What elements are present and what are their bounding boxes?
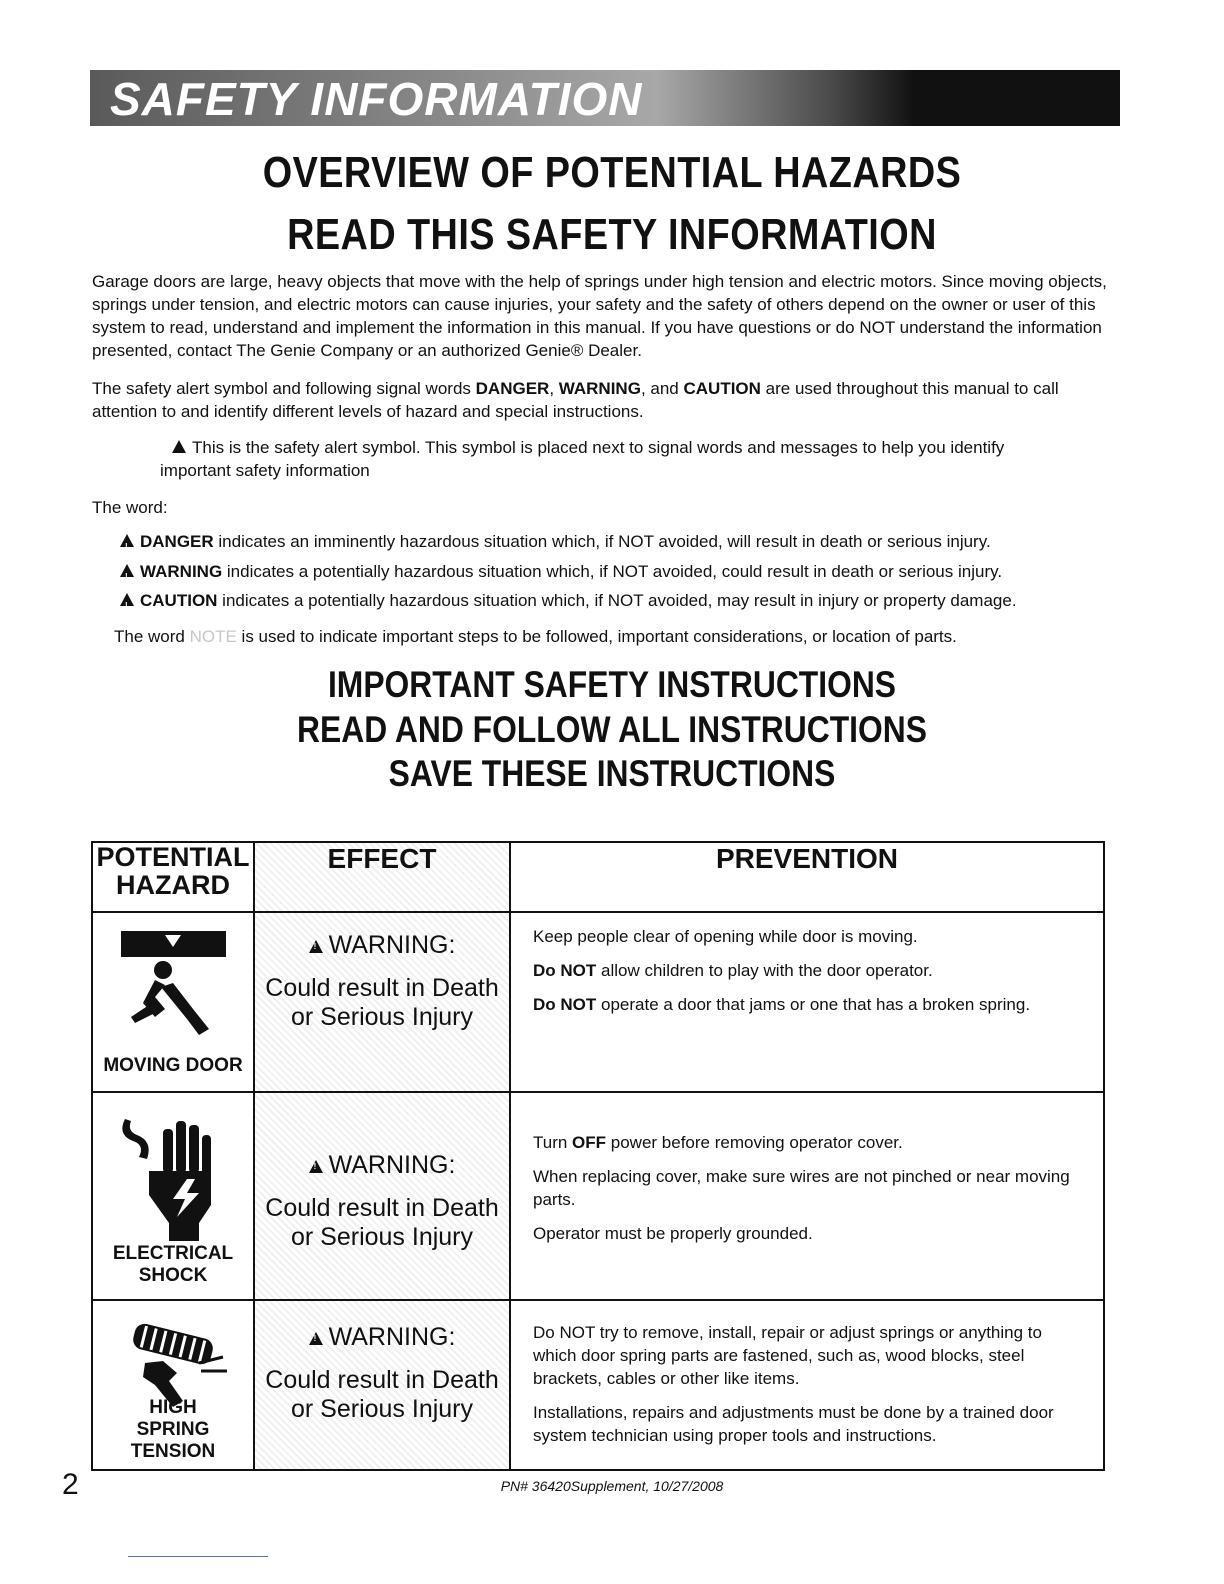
banner-title: SAFETY INFORMATION — [110, 73, 643, 125]
warning-heading — [255, 931, 509, 960]
note-line — [114, 626, 957, 648]
electrical-shock-icon — [103, 1105, 243, 1245]
hazard-label-l1: HIGH — [149, 1397, 197, 1418]
signal-word: CAUTION — [140, 591, 218, 610]
effect-line-1: Could result in Death — [265, 1194, 499, 1222]
symbol-note — [160, 436, 1060, 482]
prevention-item — [533, 993, 1081, 1016]
signal-word: WARNING — [140, 562, 223, 581]
word-danger: DANGER — [475, 379, 550, 398]
safety-alert-icon — [120, 593, 134, 606]
header-hazard-l1: POTENTIAL — [96, 842, 250, 872]
hazard-label-l2: SHOCK — [138, 1265, 208, 1286]
header-hazard-l2: HAZARD — [116, 870, 230, 900]
signal-caution — [120, 590, 1017, 612]
safety-alert-icon — [309, 940, 323, 953]
prevention-item — [533, 1321, 1081, 1390]
warning-heading — [255, 1151, 509, 1180]
prevention-cell — [510, 1300, 1104, 1470]
prevention-text: Keep people clear of opening while door is moving. — [533, 927, 918, 946]
safety-alert-icon — [309, 1160, 323, 1173]
hazard-cell — [92, 912, 254, 1092]
word-warning: WARNING — [558, 379, 641, 398]
hazard-table — [91, 841, 1105, 1471]
intro-p2-sep-1: , — [549, 379, 559, 398]
safety-alert-icon — [120, 534, 134, 547]
signal-text: indicates a potentially hazardous situation which, if NOT avoided, may result in injury or property damage. — [217, 591, 1017, 610]
effect-cell — [254, 1300, 510, 1470]
prevention-pre: Turn — [533, 1133, 573, 1152]
table-row — [92, 912, 1104, 1092]
table-row — [92, 1092, 1104, 1300]
symbol-note-text: This is the safety alert symbol. This symbol is placed next to signal words and messages to help you identify important safety information — [160, 438, 1005, 480]
intro-paragraph-1: Garage doors are large, heavy objects that move with the help of springs under high tension and electric motors. Since moving objects, springs under tension, and electric motors can cause injuries, your safety and the safety of others depend on the owner or user of this system to read, understand and implement the information in this manual. If you have questions or do NOT understand the information presented, contact The Genie Company or an authorized Genie® Dealer. — [92, 272, 1107, 360]
effect-line-2: or Serious Injury — [290, 1003, 474, 1031]
effect-line-1: Could result in Death — [265, 974, 499, 1002]
warning-body — [255, 1194, 509, 1252]
prevention-item — [533, 1131, 1081, 1154]
prevention-item — [533, 959, 1081, 982]
prevention-bold: Do NOT — [533, 995, 597, 1014]
prevention-item — [533, 1165, 1081, 1211]
instructions-line-1: IMPORTANT SAFETY INSTRUCTIONS — [327, 664, 897, 705]
warning-text: WARNING: — [328, 1151, 456, 1179]
prevention-bold: OFF — [572, 1133, 607, 1152]
hazard-label — [93, 1243, 253, 1287]
warning-text: WARNING: — [328, 931, 456, 959]
word-note: NOTE — [189, 627, 237, 646]
prevention-item — [533, 925, 1081, 948]
instructions-line-2: READ AND FOLLOW ALL INSTRUCTIONS — [297, 709, 927, 750]
prevention-text: power before removing operator cover. — [606, 1133, 903, 1152]
header-potential-hazard — [92, 842, 254, 912]
prevention-text: Do NOT try to remove, install, repair or adjust springs or anything to which door spring parts are fastened, such as, wood blocks, steel brackets, cables or other like items. — [533, 1323, 1042, 1388]
prevention-text: When replacing cover, make sure wires are not pinched or near moving parts. — [533, 1167, 1070, 1209]
signal-danger — [120, 531, 991, 553]
moving-door-icon — [103, 925, 243, 1045]
word-caution: CAUTION — [683, 379, 761, 398]
intro-p2-text-b: are used throughout this manual to call attention to and identify different levels of hazard and special instructions. — [92, 379, 1059, 421]
prevention-text: allow children to play with the door operator. — [596, 961, 933, 980]
note-line-a: The word — [114, 627, 190, 646]
hazard-label-l3: TENSION — [130, 1441, 216, 1462]
effect-line-2: or Serious Injury — [290, 1223, 474, 1251]
header-prevention: PREVENTION — [510, 842, 1104, 912]
prevention-item — [533, 1401, 1081, 1447]
signal-word: DANGER — [140, 532, 214, 551]
the-word-label: The word: — [92, 498, 168, 517]
warning-heading — [255, 1323, 509, 1352]
warning-text: WARNING: — [328, 1323, 456, 1351]
prevention-bold: Do NOT — [533, 961, 597, 980]
section-banner — [90, 70, 1120, 126]
effect-line-2: or Serious Injury — [290, 1395, 474, 1423]
prevention-text: Operator must be properly grounded. — [533, 1224, 813, 1243]
prevention-text: operate a door that jams or one that has a broken spring. — [596, 995, 1031, 1014]
safety-alert-icon — [172, 440, 186, 453]
part-number: PN# 36420Supplement, 10/27/2008 — [500, 1478, 724, 1494]
note-line-b: is used to indicate important steps to be followed, important considerations, or location of parts. — [236, 627, 957, 646]
prevention-cell — [510, 912, 1104, 1092]
warning-body — [255, 974, 509, 1032]
hazard-label — [93, 1397, 253, 1463]
prevention-text: Installations, repairs and adjustments must be done by a trained door system technician using proper tools and instructions. — [533, 1403, 1054, 1445]
prevention-cell — [510, 1092, 1104, 1300]
effect-line-1: Could result in Death — [265, 1366, 499, 1394]
heading-overview: OVERVIEW OF POTENTIAL HAZARDS — [262, 148, 962, 197]
intro-p2-sep-2: , and — [640, 379, 684, 398]
signal-warning — [120, 561, 1002, 583]
hazard-cell — [92, 1092, 254, 1300]
safety-alert-icon — [309, 1332, 323, 1345]
safety-alert-icon — [120, 564, 134, 577]
warning-body — [255, 1366, 509, 1424]
effect-cell — [254, 912, 510, 1092]
effect-cell — [254, 1092, 510, 1300]
spring-tension-icon — [103, 1311, 243, 1411]
hazard-label-l1: ELECTRICAL — [112, 1243, 234, 1264]
signal-text: indicates a potentially hazardous situation which, if NOT avoided, could result in death or serious injury. — [222, 562, 1003, 581]
hazard-label: MOVING DOOR — [103, 1055, 243, 1076]
hazard-label-l2: SPRING — [136, 1419, 210, 1440]
header-effect: EFFECT — [254, 842, 510, 912]
prevention-item — [533, 1222, 1081, 1245]
instructions-line-3: SAVE THESE INSTRUCTIONS — [388, 753, 836, 794]
table-header-row — [92, 842, 1104, 912]
heading-read: READ THIS SAFETY INFORMATION — [287, 210, 937, 259]
signal-text: indicates an imminently hazardous situation which, if NOT avoided, will result in death or serious injury. — [213, 532, 991, 551]
intro-p2-text-a: The safety alert symbol and following signal words — [92, 379, 476, 398]
hazard-cell — [92, 1300, 254, 1470]
page-number: 2 — [62, 1468, 79, 1501]
footer-rule — [128, 1556, 268, 1557]
intro-paragraph-2 — [92, 377, 1122, 423]
table-row — [92, 1300, 1104, 1470]
